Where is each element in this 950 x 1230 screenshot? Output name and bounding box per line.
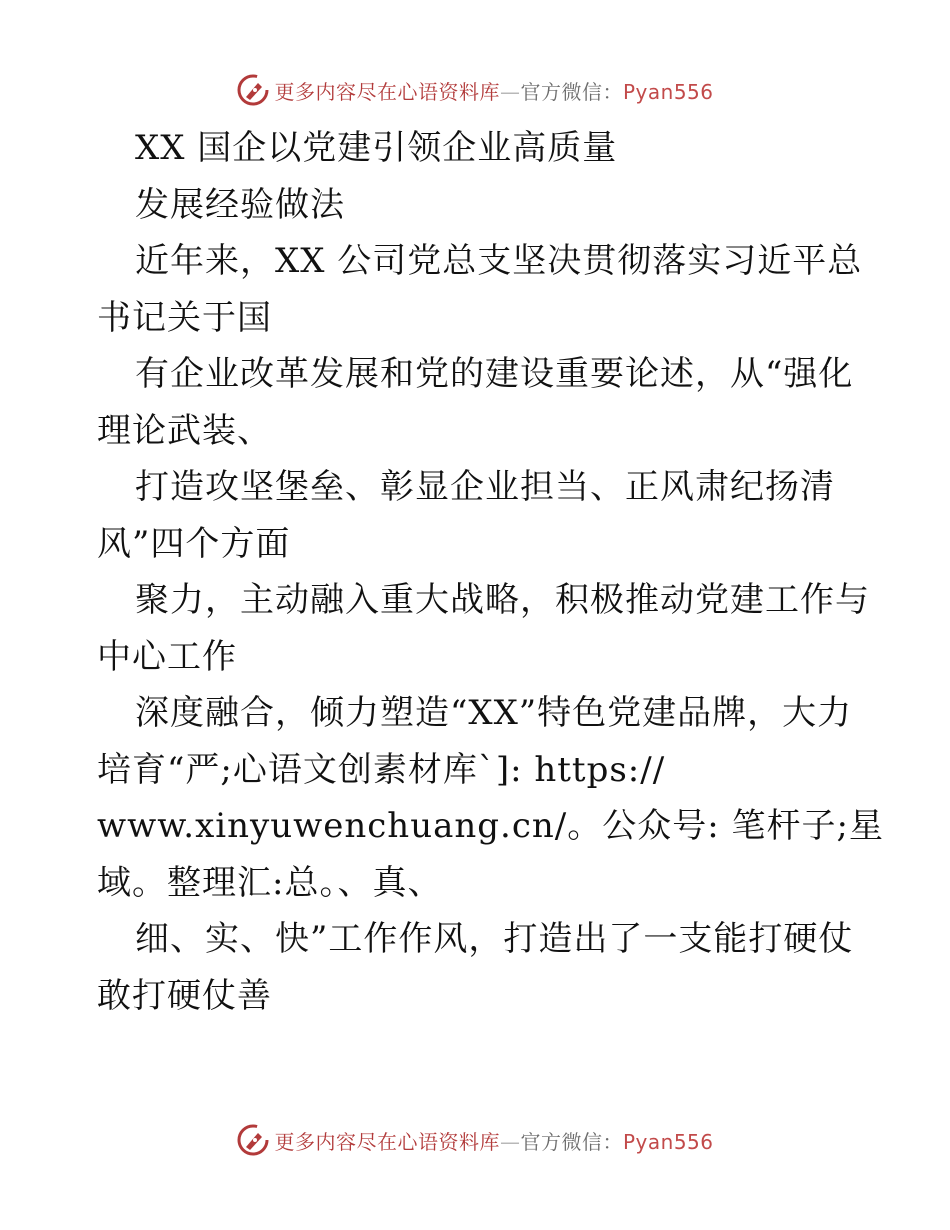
document-line: 深度融合，倾力塑造“XX”特色党建品牌，大力: [135, 693, 853, 733]
footer-banner: [0, 1120, 950, 1160]
footer-wechat-label: 官方微信：: [520, 1129, 623, 1154]
header-banner-separator: —: [499, 79, 521, 104]
document-line: 细、实、快”工作作风，打造出了一支能打硬仗: [135, 919, 854, 959]
document-line: 培育“严;心语文创素材库`]: https://: [97, 749, 666, 790]
footer-banner-text: [274, 1126, 713, 1155]
document-line: 书记关于国: [97, 297, 272, 338]
document-body: [97, 120, 884, 1024]
pen-nib-logo-icon: [236, 1123, 270, 1157]
document-line: 近年来，XX 公司党总支坚决贯彻落实习近平总: [135, 241, 863, 281]
document-line: 敢打硬仗善: [97, 975, 272, 1016]
header-wechat-id: Pyan556: [622, 79, 714, 104]
document-line: 打造攻坚堡垒、彰显企业担当、正风肃纪扬清: [135, 467, 835, 507]
document-line: 聚力，主动融入重大战略，积极推动党建工作与: [135, 580, 870, 620]
document-line: 理论武装、: [97, 410, 272, 451]
document-line: 发展经验做法: [135, 184, 345, 225]
document-line: 中心工作: [97, 636, 237, 677]
document-line: 域。整理汇:总。、真、: [97, 862, 443, 903]
header-banner-main: 更多内容尽在心语资料库: [274, 79, 500, 104]
header-wechat-label: 官方微信：: [520, 79, 623, 104]
document-line: 风”四个方面: [97, 523, 291, 564]
document-line: XX 国企以党建引领企业高质量: [135, 128, 618, 168]
footer-banner-separator: —: [499, 1129, 521, 1154]
pen-nib-logo-icon: [236, 73, 270, 107]
footer-banner-main: 更多内容尽在心语资料库: [274, 1129, 500, 1154]
document-line: www.xinyuwenchuang.cn/。公众号: 笔杆子;星: [97, 806, 884, 846]
header-banner: [0, 70, 950, 110]
footer-wechat-id: Pyan556: [622, 1129, 714, 1154]
header-banner-text: [274, 76, 713, 105]
document-line: 有企业改革发展和党的建设重要论述，从“强化: [135, 354, 854, 394]
